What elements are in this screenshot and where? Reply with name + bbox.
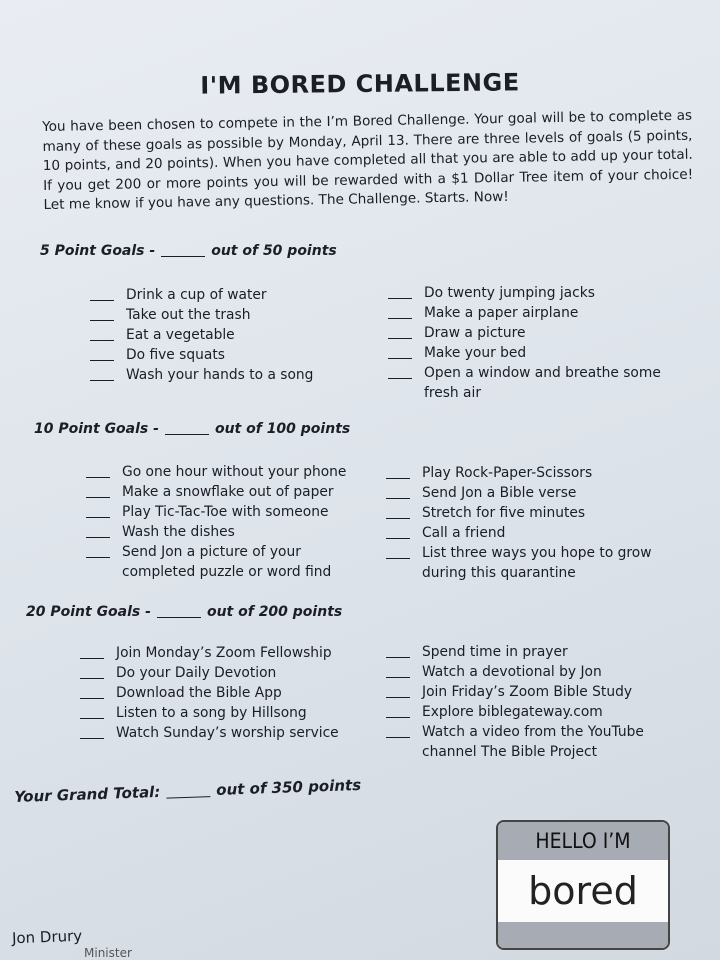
score-blank[interactable] [157, 617, 201, 618]
goal-item[interactable]: List three ways you hope to grow during this quarantine [386, 543, 676, 583]
goal-item[interactable]: Go one hour without your phone [86, 462, 376, 482]
section-10-point-header [34, 421, 350, 437]
goal-item[interactable]: Stretch for five minutes [386, 503, 676, 523]
goal-item[interactable]: Play Rock-Paper-Scissors [386, 463, 676, 483]
section-20-right-list [386, 642, 676, 762]
grand-total-label: Your Grand Total: [14, 782, 161, 806]
section-out-of: out of 200 points [206, 604, 343, 620]
intro-paragraph: You have been chosen to compete in the I’m Bored Challenge. Your goal will be to complete as many of these goals as possible by Monday, April 13. There are three levels of goals (5 points, 10 points, and 20 points). When you have completed all that you are able to add up your total. If you get 200 or more points you will be rewarded with a $1 Dollar Tree item of your choice! Let me know if you have any questions. The Challenge. Starts. Now! [42, 107, 694, 213]
goal-item[interactable]: Spend time in prayer [386, 642, 676, 662]
section-label: 10 Point Goals - [34, 421, 159, 437]
goal-item[interactable]: Wash the dishes [86, 522, 376, 542]
goal-item[interactable]: Download the Bible App [80, 683, 370, 703]
section-out-of: out of 50 points [211, 243, 337, 259]
signature-title: Minister [84, 946, 132, 960]
goal-item[interactable]: Listen to a song by Hillsong [80, 703, 370, 723]
section-10-left-list [86, 462, 376, 582]
grand-total-out-of: out of 350 points [215, 775, 362, 799]
goal-item[interactable]: Explore biblegateway.com [386, 702, 676, 722]
goal-item[interactable]: Join Friday’s Zoom Bible Study [386, 682, 676, 702]
goal-item[interactable]: Make a paper airplane [388, 303, 678, 323]
goal-item[interactable]: Make a snowflake out of paper [86, 482, 376, 502]
page-title: I'M BORED CHALLENGE [200, 68, 520, 100]
goal-item[interactable]: Do five squats [90, 345, 380, 365]
goal-item[interactable]: Draw a picture [388, 323, 678, 343]
goal-item[interactable]: Wash your hands to a song [90, 365, 380, 385]
goal-item[interactable]: Watch a devotional by Jon [386, 662, 676, 682]
section-5-point-header [40, 243, 337, 259]
section-label: 20 Point Goals - [26, 604, 151, 620]
goal-item[interactable]: Take out the trash [90, 305, 380, 325]
name-tag-name: bored [528, 869, 638, 913]
score-blank[interactable] [165, 434, 209, 435]
name-tag-footer [498, 922, 668, 948]
goal-item[interactable]: Play Tic-Tac-Toe with someone [86, 502, 376, 522]
goal-item[interactable]: Watch Sunday’s worship service [80, 723, 370, 743]
section-out-of: out of 100 points [214, 421, 351, 437]
score-blank[interactable] [161, 256, 205, 257]
grand-total [14, 776, 361, 806]
signature-name: Jon Drury [11, 926, 83, 948]
goal-item[interactable]: Make your bed [388, 343, 678, 363]
section-label: 5 Point Goals - [40, 243, 156, 259]
section-20-left-list [80, 643, 370, 743]
section-10-right-list [386, 463, 676, 583]
goal-item[interactable]: Send Jon a Bible verse [386, 483, 676, 503]
goal-item[interactable]: Do twenty jumping jacks [388, 283, 678, 303]
goal-item[interactable]: Drink a cup of water [90, 285, 380, 305]
goal-item[interactable]: Do your Daily Devotion [80, 663, 370, 683]
goal-item[interactable]: Call a friend [386, 523, 676, 543]
goal-item[interactable]: Send Jon a picture of your completed puzzle or word find [86, 542, 376, 582]
goal-item[interactable]: Watch a video from the YouTube channel The Bible Project [386, 722, 676, 762]
goal-item[interactable]: Join Monday’s Zoom Fellowship [80, 643, 370, 663]
section-5-right-list [388, 283, 678, 403]
name-tag-header: HELLO I’M [498, 822, 668, 860]
hello-name-tag [496, 820, 670, 950]
grand-total-blank[interactable] [166, 796, 210, 799]
goal-item[interactable]: Eat a vegetable [90, 325, 380, 345]
section-20-point-header [26, 604, 342, 620]
goal-item[interactable]: Open a window and breathe some fresh air [388, 363, 678, 403]
section-5-left-list [90, 285, 380, 385]
